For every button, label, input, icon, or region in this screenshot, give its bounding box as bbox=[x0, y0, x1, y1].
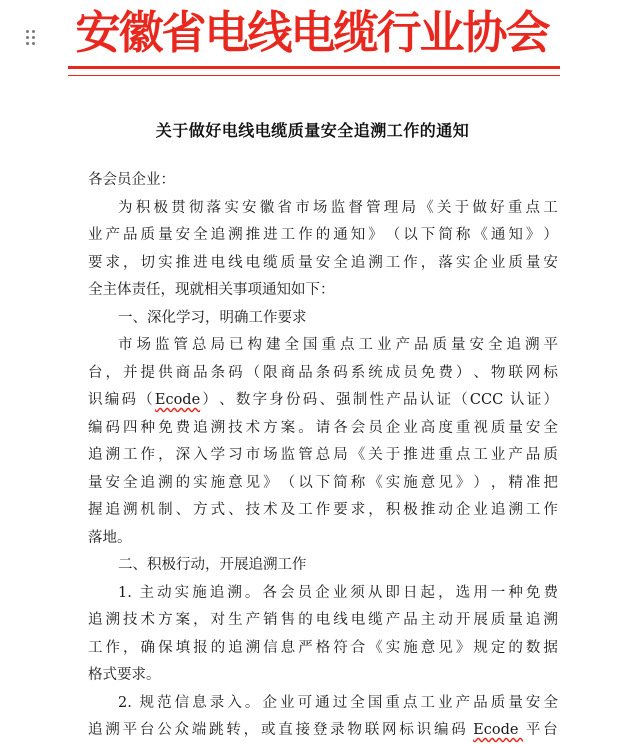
document-line: 追 溯 平 台 公 众 端 跳 转 ， 或 直 接 登 录 物 联 网 标 识 编 码 Ecode 平 台 bbox=[88, 717, 558, 745]
header-rule-thin bbox=[68, 75, 560, 76]
document-line: 业 产 品 质 量 安 全 追 溯 推 进 工 作 的 通 知 》 （ 以 下 简 称 《 通 知 》 ） bbox=[88, 227, 558, 243]
document-line: 编 码 四 种 免 费 追 溯 技 术 方 案 。 请 各 会 员 企 业 高 度 重 视 质 量 安 全 bbox=[88, 419, 558, 436]
document-body bbox=[88, 167, 558, 745]
document-line: 市 场 监 管 总 局 已 构 建 全 国 重 点 工 业 产 品 质 量 安 全 追 溯 平 bbox=[118, 337, 558, 353]
spellcheck-underlined-word: Ecode bbox=[473, 722, 524, 738]
document-line: 量 安 全 追 溯 的 实 施 意 见 》 （ 以 下 简 称 《 实 施 意 见 》 ） ， 精 准 把 bbox=[88, 474, 558, 491]
document-line: 追 溯 技 术 方 案 ， 对 生 产 销 售 的 电 线 电 缆 产 品 主 动 开 展 质 量 追 溯 bbox=[88, 612, 558, 628]
document-line: 全主体责任，现就相关事项通知如下： bbox=[88, 282, 335, 298]
document-line: 握 追 溯 机 制 、 方 式 、 技 术 及 工 作 要 求 ， 积 极 推 动 企 业 追 溯 工 作 bbox=[88, 502, 558, 518]
document-line: 格式要求。 bbox=[88, 667, 161, 683]
document-line: 工 作 ， 确 保 填 报 的 追 溯 信 息 严 格 符 合 《 实 施 意 见 》 规 定 的 数 据 bbox=[88, 639, 558, 656]
document-line: 2. 规 范 信 息 录 入 。 企 业 可 通 过 全 国 重 点 工 业 产 品 质 量 安 全 bbox=[118, 694, 558, 711]
document-line: 二、积极行动，开展追溯工作 bbox=[118, 557, 307, 573]
document-line: 台 ， 并 提 供 商 品 条 码 （ 限 商 品 条 码 系 统 成 员 免 费 ） 、 物 联 网 标 bbox=[88, 364, 558, 381]
header-rule-thick bbox=[68, 66, 560, 69]
document-title: 关于做好电线电缆质量安全追溯工作的通知 bbox=[155, 121, 470, 140]
document-line: 要 求 ， 切 实 推 进 电 线 电 缆 质 量 安 全 追 溯 工 作 ， 落 实 企 业 质 量 安 bbox=[88, 254, 558, 271]
org-letterhead: 安徽省电线电缆行业协会 bbox=[75, 6, 549, 59]
document-line: 识 编 码 （ Ecode ） 、 数 字 身 份 码 、 强 制 性 产 品 认 证 （ CCC 认 证 ） bbox=[88, 387, 558, 415]
spellcheck-underlined-word: Ecode bbox=[154, 392, 201, 408]
document-line: 一、深化学习，明确工作要求 bbox=[118, 309, 307, 326]
document-line: 1. 主 动 实 施 追 溯 。 各 会 员 企 业 须 从 即 日 起 ， 选 用 一 种 免 费 bbox=[118, 584, 558, 601]
document-line: 各会员企业： bbox=[88, 172, 175, 188]
document-line: 落地。 bbox=[88, 529, 132, 546]
document-line: 为 积 极 贯 彻 落 实 安 徽 省 市 场 监 督 管 理 局 《 关 于 做 好 重 点 工 bbox=[118, 199, 558, 216]
document-line: 追 溯 工 作 ， 深 入 学 习 市 场 监 管 总 局 《 关 于 推 进 重 点 工 业 产 品 质 bbox=[88, 447, 558, 463]
drag-handle-icon[interactable] bbox=[24, 28, 38, 48]
